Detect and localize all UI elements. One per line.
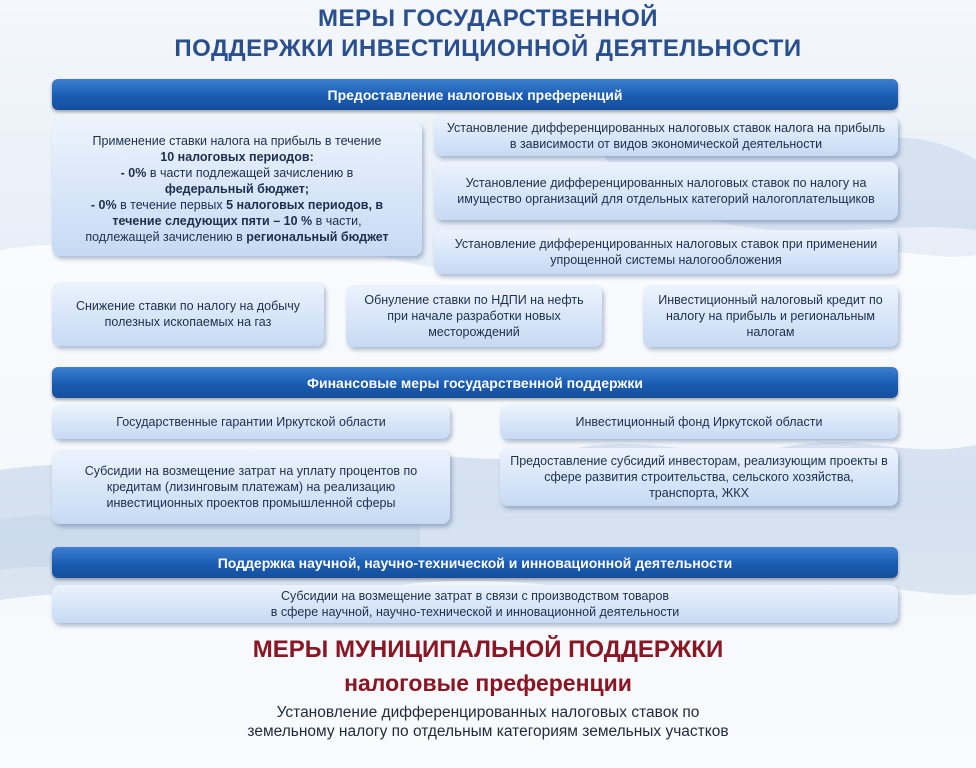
profit-tax-line6: течение следующих пяти – 10 % в части, [112,214,362,228]
profit-tax-line1: Применение ставки налога на прибыль в течение [92,134,382,148]
science-subsidies-line1: Субсидии на возмещение затрат в связи с производством товаров [280,589,670,603]
science-subsidies-box [52,585,898,623]
municipal-subtitle: налоговые преференции [344,670,632,696]
diff-simplified-tax-rates-box: Установление дифференцированных налоговых ставок при применении упрощенной системы налогообложения [434,230,898,274]
profit-tax-line2: 10 налоговых периодов: [160,150,314,164]
ndpi-zero-rate-box: Обнуление ставки по НДПИ на нефть при начале разработки новых месторождений [346,285,602,347]
investment-fund-box: Инвестиционный фонд Иркутской области [500,405,898,439]
investment-tax-credit-box: Инвестиционный налоговый кредит по налогу на прибыль и региональным налогам [643,285,898,347]
profit-tax-rate-box [52,122,422,256]
state-guarantees-box: Государственные гарантии Иркутской области [52,405,450,439]
municipal-title: МЕРЫ МУНИЦИПАЛЬНОЙ ПОДДЕРЖКИ [252,636,724,663]
municipal-text-line2: земельному налогу по отдельным категориям земельных участков [247,723,729,740]
section-header-financial-measures: Финансовые меры государственной поддержки [52,367,898,398]
municipal-text-line1: Установление дифференцированных налоговых ставок по [276,704,700,721]
page-title [0,4,976,64]
page-title-line1: МЕРЫ ГОСУДАРСТВЕННОЙ [317,5,658,32]
municipal-text [0,703,976,741]
page-title-line2: ПОДДЕРЖКИ ИНВЕСТИЦИОННОЙ ДЕЯТЕЛЬНОСТИ [174,35,802,62]
investor-subsidies-box: Предоставление субсидий инвесторам, реализующим проекты в сфере развития строительства, сельского хозяйства, транспорта, ЖКХ [500,448,898,506]
section-header-science-support: Поддержка научной, научно-технической и инновационной деятельности [52,547,898,578]
profit-tax-line4: федеральный бюджет; [164,182,310,196]
profit-tax-line7: подлежащей зачислению в региональный бюджет [85,230,389,244]
interest-subsidies-box: Субсидии на возмещение затрат на уплату процентов по кредитам (лизинговым платежам) на реализацию инвестиционных проектов промышленной сферы [52,450,450,524]
profit-tax-line3: - 0% в части подлежащей зачислению в [120,166,354,180]
diff-profit-tax-rates-box: Установление дифференцированных налоговых ставок налога на прибыль в зависимости от видов экономической деятельности [434,116,898,156]
section-header-tax-preferences: Предоставление налоговых преференций [52,79,898,110]
profit-tax-line5: - 0% в течение первых 5 налоговых периодов, в [90,198,384,212]
diff-property-tax-rates-box: Установление дифференцированных налоговых ставок по налогу на имущество организаций для отдельных категорий налогоплательщиков [434,162,898,220]
gas-extraction-tax-box: Снижение ставки по налогу на добычу полезных ископаемых на газ [52,282,324,346]
science-subsidies-line2: в сфере научной, научно-технической и инновационной деятельности [270,605,680,619]
